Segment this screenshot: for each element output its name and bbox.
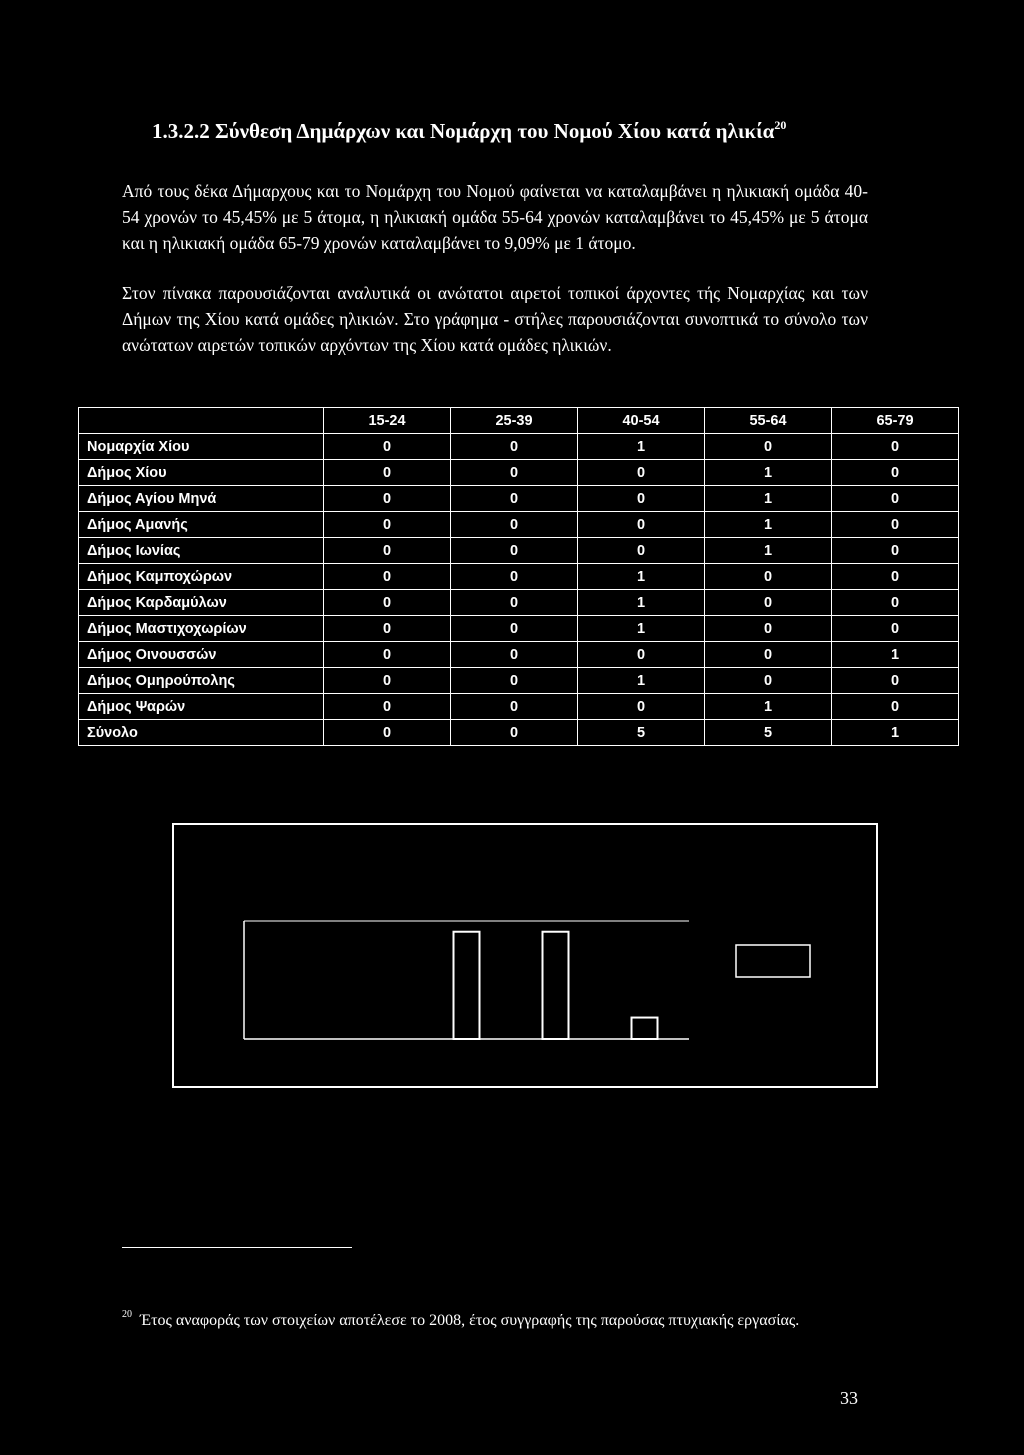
table-cell: 0 [324,486,451,512]
row-label: Δήμος Ψαρών [79,694,324,720]
table-header-row [79,408,959,434]
table-row [79,642,959,668]
row-label: Δήμος Ιωνίας [79,538,324,564]
age-group-chart-svg [174,825,876,1086]
table-row [79,486,959,512]
column-header: 55-64 [705,408,832,434]
table-cell: 0 [451,694,578,720]
table-cell: 1 [705,460,832,486]
table-cell: 0 [705,564,832,590]
table-cell: 0 [324,694,451,720]
table-row [79,564,959,590]
table-cell: 0 [451,616,578,642]
table-cell: 0 [451,460,578,486]
row-label: Δήμος Οινουσσών [79,642,324,668]
table-cell: 0 [578,538,705,564]
table-cell: 0 [832,564,959,590]
table-row [79,720,959,746]
column-header: 40-54 [578,408,705,434]
table-row [79,434,959,460]
row-label: Δήμος Ομηρούπολης [79,668,324,694]
table-cell: 5 [578,720,705,746]
footnote-marker: 20 [122,1309,132,1320]
table-cell: 0 [832,616,959,642]
table-cell: 0 [451,720,578,746]
table-corner-cell [79,408,324,434]
row-label: Σύνολο [79,720,324,746]
table-cell: 1 [578,564,705,590]
table-cell: 1 [578,616,705,642]
table-cell: 0 [832,486,959,512]
table-row [79,512,959,538]
table-cell: 0 [324,668,451,694]
table-cell: 0 [578,460,705,486]
paragraph-table-description: Στον πίνακα παρουσιάζονται αναλυτικά οι ανώτατοι αιρετοί τοπικοί άρχοντες τής Νομαρχίας και των Δήμων της Χίου κατά ομάδες ηλικιών. Στο γράφημα - στήλες παρουσιάζονται συνοπτικά το σύνολο των ανώτατων αιρετών τοπικών αρχόντων της Χίου κατά ομάδες ηλικιών. [122,282,868,355]
table-row [79,460,959,486]
row-label: Δήμος Μαστιχοχωρίων [79,616,324,642]
chart-legend-box [736,945,810,977]
chart-bar-40-54 [454,932,480,1039]
table-cell: 0 [451,486,578,512]
footnote-text: Έτος αναφοράς των στοιχείων αποτέλεσε το 2008, έτος συγγραφής της παρούσας πτυχιακής εργασίας. [140,1312,800,1329]
table-cell: 0 [451,590,578,616]
row-label: Δήμος Καμποχώρων [79,564,324,590]
table-row [79,538,959,564]
column-header: 65-79 [832,408,959,434]
table-cell: 0 [832,694,959,720]
table-cell: 0 [324,434,451,460]
table-cell: 0 [324,720,451,746]
table-cell: 0 [832,590,959,616]
section-heading [152,110,912,146]
row-label: Δήμος Αγίου Μηνά [79,486,324,512]
paragraph-age-summary: Από τους δέκα Δήμαρχους και το Νομάρχη του Νομού φαίνεται να καταλαμβάνει η ηλικιακή ομάδα 40-54 χρονών το 45,45% με 5 άτομα, η ηλικιακή ομάδα 55-64 χρονών καταλαμβάνει το 45,45% με 5 άτομα και η ηλικιακή ομάδα 65-79 χρονών καταλαμβάνει το 9,09% με 1 άτομο. [122,180,868,253]
table-cell: 0 [705,590,832,616]
table-cell: 0 [324,538,451,564]
footnote-separator [122,1247,352,1248]
column-header: 15-24 [324,408,451,434]
age-group-table [78,407,959,746]
table-cell: 0 [578,642,705,668]
table-cell: 0 [705,616,832,642]
table-cell: 1 [578,668,705,694]
age-group-table-head [79,408,959,434]
table-cell: 0 [451,434,578,460]
table-cell: 0 [578,694,705,720]
table-cell: 0 [832,668,959,694]
table-cell: 0 [705,668,832,694]
chart-bar-55-64 [543,932,569,1039]
table-cell: 0 [451,538,578,564]
table-cell: 0 [578,512,705,538]
column-header: 25-39 [451,408,578,434]
table-cell: 1 [705,694,832,720]
table-cell: 0 [324,590,451,616]
table-cell: 1 [705,512,832,538]
table-cell: 1 [832,642,959,668]
table-cell: 0 [832,460,959,486]
table-cell: 0 [832,538,959,564]
table-row [79,616,959,642]
table-cell: 0 [451,642,578,668]
table-cell: 0 [324,564,451,590]
row-label: Δήμος Καρδαμύλων [79,590,324,616]
table-cell: 0 [451,668,578,694]
table-row [79,590,959,616]
section-heading-text: 1.3.2.2 Σύνθεση Δημάρχων και Νομάρχη του Νομού Χίου κατά ηλικία [152,119,775,143]
table-cell: 1 [578,590,705,616]
table-row [79,668,959,694]
table-cell: 1 [705,538,832,564]
table-cell: 0 [832,512,959,538]
table-cell: 0 [324,460,451,486]
table-cell: 0 [324,512,451,538]
table-cell: 0 [451,512,578,538]
row-label: Νομαρχία Χίου [79,434,324,460]
row-label: Δήμος Χίου [79,460,324,486]
page-number: 33 [840,1388,858,1408]
table-cell: 1 [578,434,705,460]
table-cell: 0 [832,434,959,460]
age-group-table-body [79,434,959,746]
table-cell: 0 [324,642,451,668]
footnote-reference: 20 [774,118,787,132]
table-cell: 0 [578,486,705,512]
table-cell: 1 [705,486,832,512]
table-cell: 0 [705,434,832,460]
chart-bar-65-79 [632,1018,658,1039]
table-cell: 5 [705,720,832,746]
table-cell: 0 [705,642,832,668]
row-label: Δήμος Αμανής [79,512,324,538]
table-cell: 1 [832,720,959,746]
footnote [122,1302,868,1333]
table-cell: 0 [451,564,578,590]
table-cell: 0 [324,616,451,642]
age-group-chart [172,823,878,1088]
table-row [79,694,959,720]
